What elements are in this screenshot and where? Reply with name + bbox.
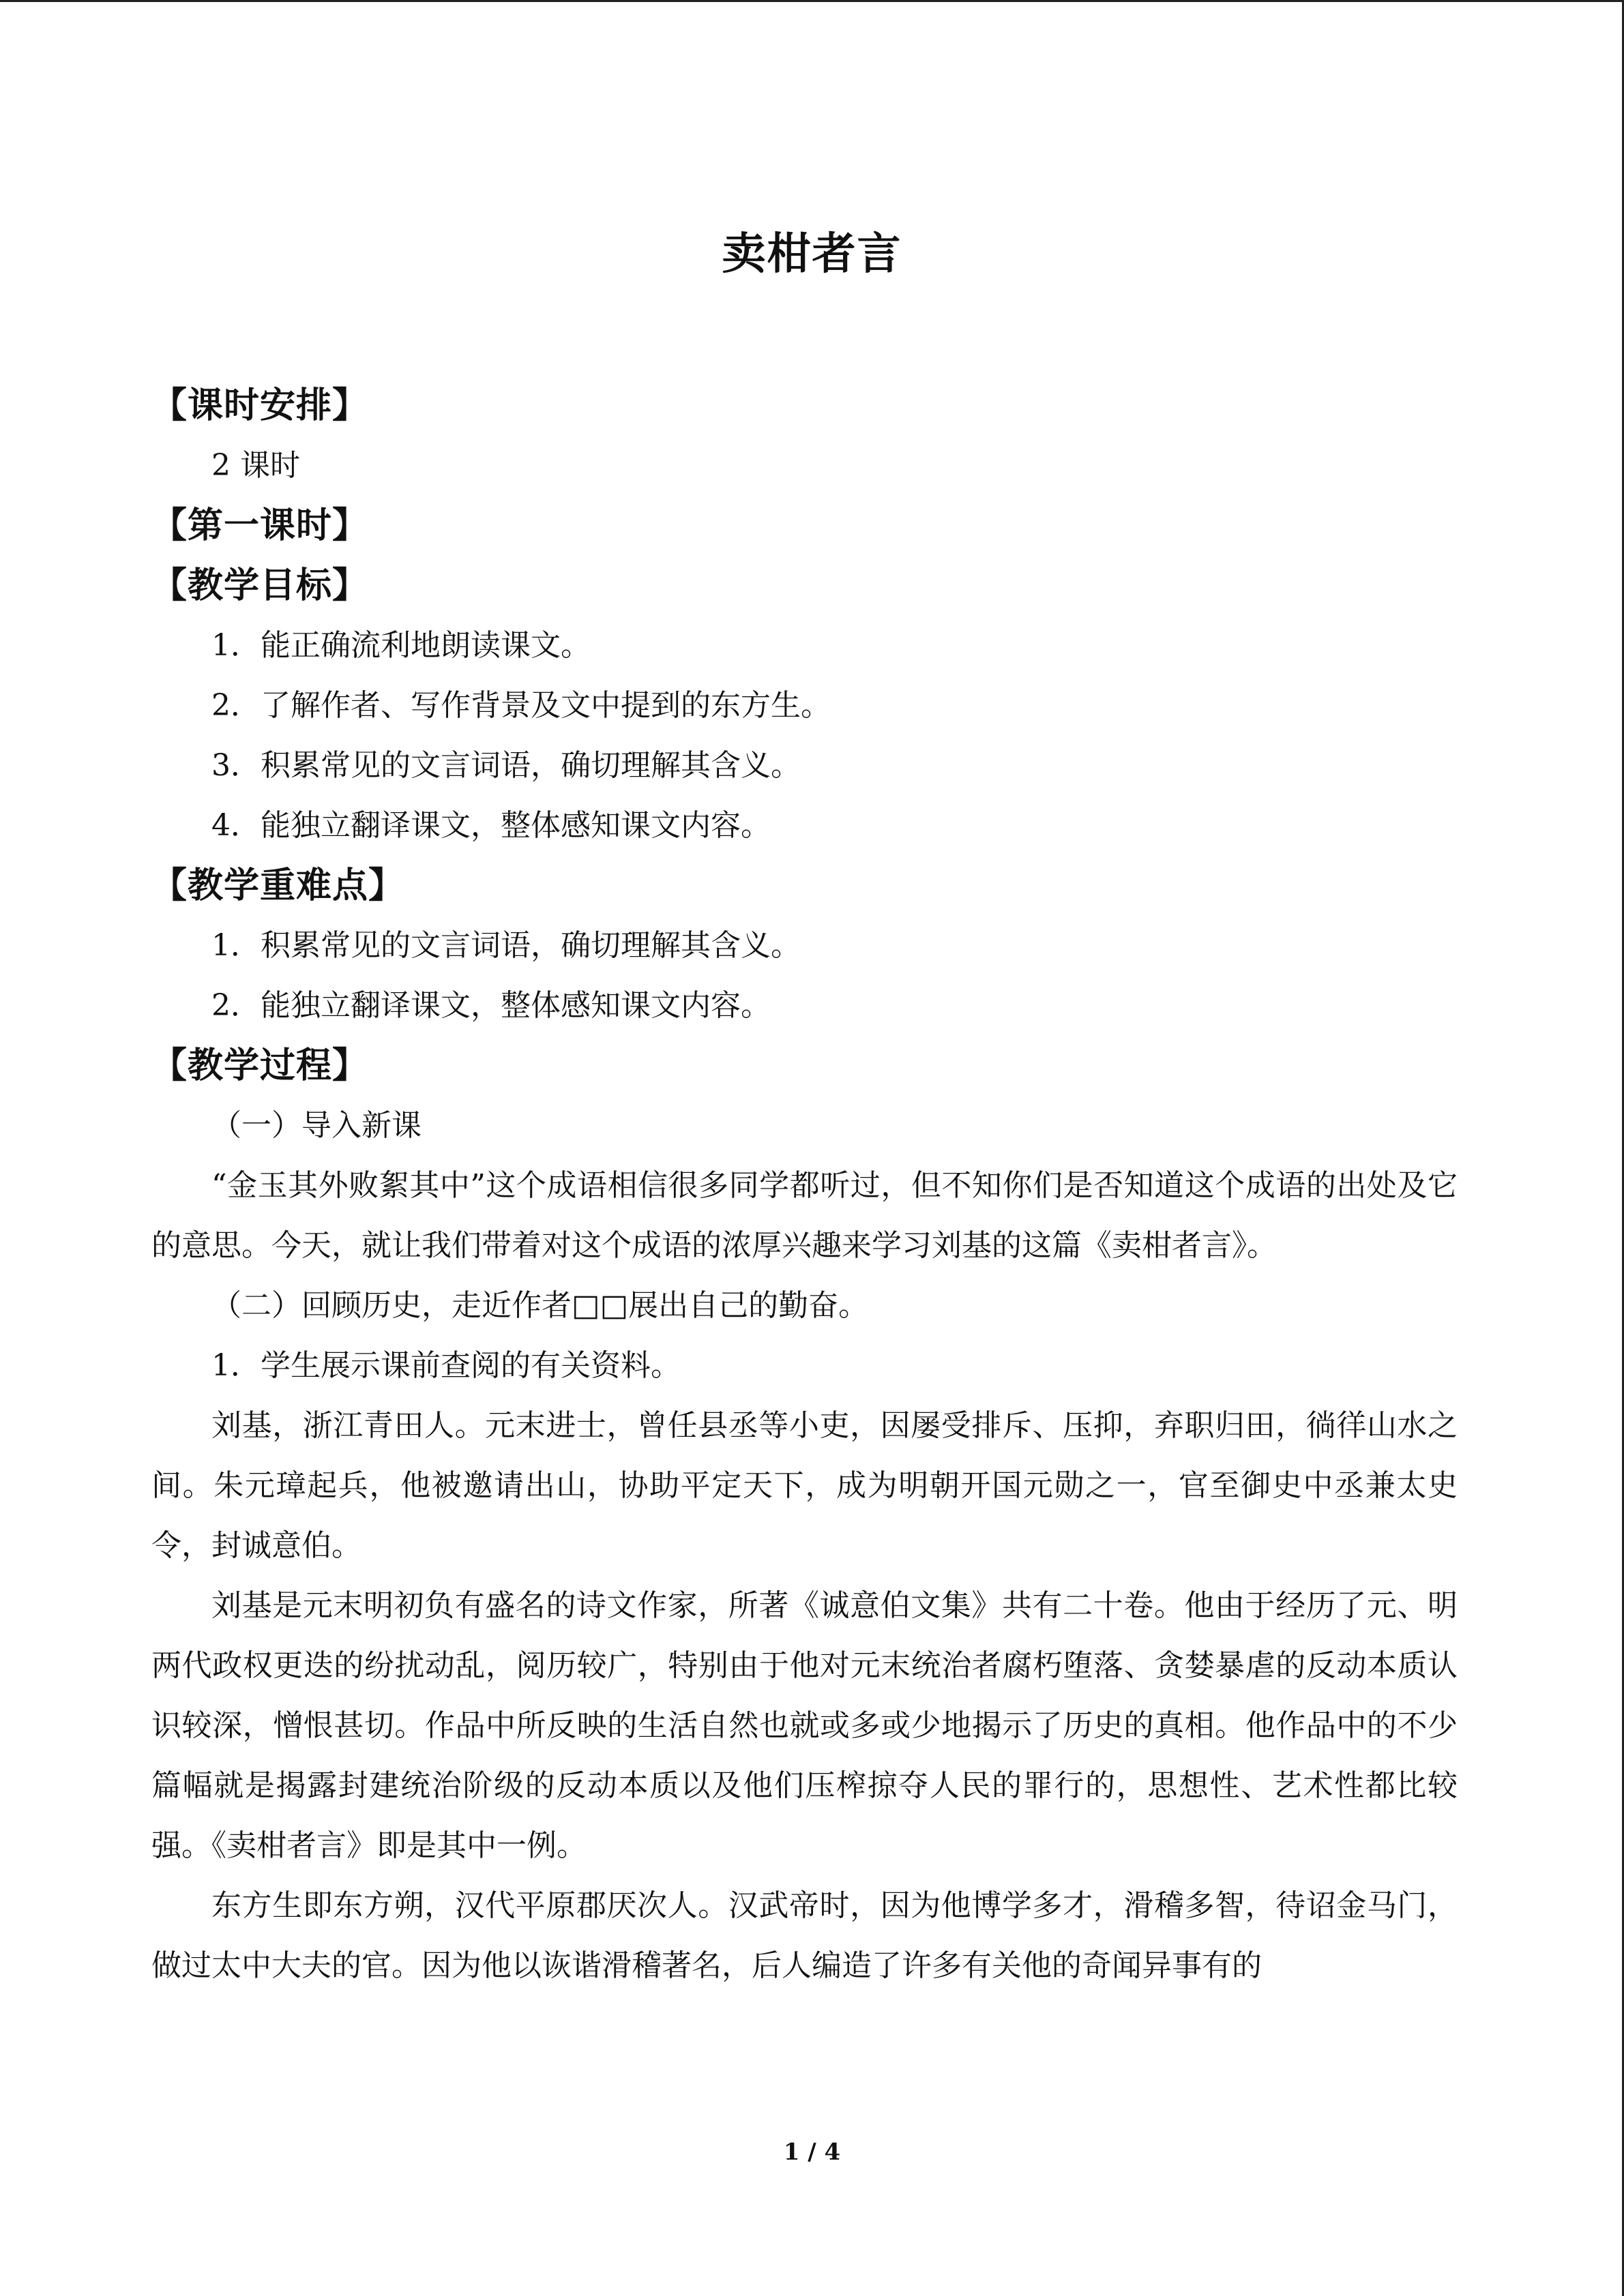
- page-number: 1 / 4: [783, 2138, 841, 2166]
- objective-item: 1．能正确流利地朗读课文。: [211, 628, 591, 663]
- document-body: [151, 376, 1458, 1996]
- heading-schedule: 【课时安排】: [151, 385, 369, 426]
- key-point-item: 2．能独立翻译课文，整体感知课文内容。: [211, 988, 771, 1023]
- heading-process: 【教学过程】: [151, 1045, 369, 1086]
- process-step-title: （一）导入新课: [211, 1108, 422, 1143]
- process-step-title: （二）回顾历史，走近作者□□展出自己的勤奋。: [211, 1288, 869, 1323]
- key-point-item: 1．积累常见的文言词语，确切理解其含义。: [211, 928, 801, 963]
- objective-item: 2．了解作者、写作背景及文中提到的东方生。: [211, 688, 831, 723]
- objective-item: 4．能独立翻译课文，整体感知课文内容。: [211, 808, 771, 843]
- heading-key-points: 【教学重难点】: [151, 865, 405, 906]
- document-title: 卖柑者言: [722, 229, 902, 280]
- body-paragraph: 东方生即东方朔，汉代平原郡厌次人。汉武帝时，因为他博学多才，滑稽多智，待诏金马门，做过太中大夫的官。因为他以诙谐滑稽著名，后人编造了许多有关他的奇闻异事有的: [151, 1888, 1458, 1983]
- heading-first-lesson: 【第一课时】: [151, 505, 369, 546]
- body-paragraph: “金玉其外败絮其中”这个成语相信很多同学都听过，但不知你们是否知道这个成语的出处及它的意思。今天，就让我们带着对这个成语的浓厚兴趣来学习刘基的这篇《卖柑者言》。: [151, 1168, 1458, 1263]
- process-substep: 1．学生展示课前查阅的有关资料。: [211, 1348, 681, 1383]
- body-paragraph: 刘基，浙江青田人。元末进士，曾任县丞等小吏，因屡受排斥、压抑，弃职归田，徜徉山水之间。朱元璋起兵，他被邀请出山，协助平定天下，成为明朝开国元勋之一，官至御史中丞兼太史令，封诚意伯。: [151, 1408, 1458, 1563]
- heading-objectives: 【教学目标】: [151, 565, 369, 606]
- body-paragraph: 刘基是元末明初负有盛名的诗文作家，所著《诚意伯文集》共有二十卷。他由于经历了元、明两代政权更迭的纷扰动乱，阅历较广，特别由于他对元末统治者腐朽堕落、贪婪暴虐的反动本质认识较深，憎恨甚切。作品中所反映的生活自然也就或多或少地揭示了历史的真相。他作品中的不少篇幅就是揭露封建统治阶级的反动本质以及他们压榨掠夺人民的罪行的，思想性、艺术性都比较强。《卖柑者言》即是其中一例。: [151, 1588, 1458, 1863]
- para-hours: 2 课时: [211, 448, 300, 483]
- objective-item: 3．积累常见的文言词语，确切理解其含义。: [211, 748, 801, 783]
